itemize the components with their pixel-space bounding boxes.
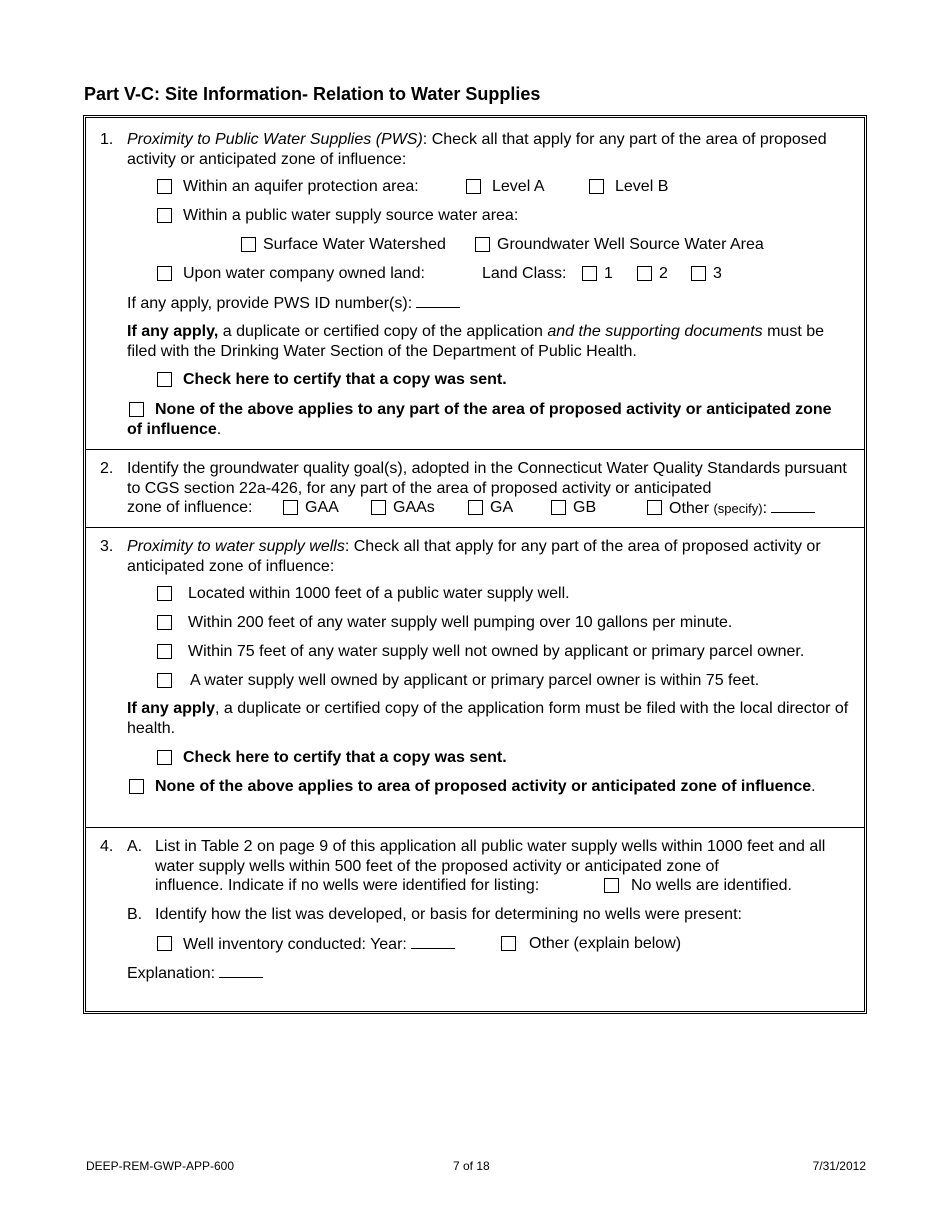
aquifer-label: Within an aquifer protection area:: [183, 178, 419, 195]
section-1: [86, 118, 864, 450]
land-class-3-checkbox[interactable]: [691, 266, 706, 281]
well-1000ft-checkbox[interactable]: [157, 586, 172, 601]
gaas-checkbox[interactable]: [371, 500, 386, 515]
gaa-checkbox[interactable]: [283, 500, 298, 515]
explanation-input[interactable]: [219, 963, 263, 978]
none-pws-text: None of the above applies to any part of the area of proposed activity or anticipated zone of influence: [127, 401, 832, 438]
groundwater-area-label: Groundwater Well Source Water Area: [497, 236, 764, 253]
owned-well-checkbox[interactable]: [157, 673, 172, 688]
part-a-text: List in Table 2 on page 9 of this application all public water supply wells within 1000 feet and all water supply wells within 500 feet of the proposed activity or anticipated zone of: [155, 838, 826, 875]
well-75ft-checkbox[interactable]: [157, 644, 172, 659]
gb-label: GB: [573, 499, 597, 516]
other-goal-input[interactable]: [771, 498, 815, 513]
level-b-label: Level B: [615, 178, 669, 195]
no-wells-checkbox[interactable]: [604, 878, 619, 893]
no-wells-label: No wells are identified.: [631, 877, 792, 894]
section-3: [86, 527, 864, 828]
source-water-label: Within a public water supply source water area:: [183, 207, 519, 224]
explanation-row: [127, 963, 263, 983]
well-1000ft-label: Located within 1000 feet of a public water supply well.: [188, 585, 570, 602]
gaas-label: GAAs: [393, 499, 435, 516]
pws-id-label: If any apply, provide PWS ID number(s):: [127, 295, 413, 312]
part-a-text-line-3: influence. Indicate if no wells were identified for listing:: [155, 877, 540, 894]
section-2-number: 2.: [100, 460, 114, 477]
page-title: Part V-C: Site Information- Relation to Water Supplies: [84, 84, 541, 104]
land-class-2-checkbox[interactable]: [637, 266, 652, 281]
ga-label: GA: [490, 499, 514, 516]
land-class-1-checkbox[interactable]: [582, 266, 597, 281]
section-1-note-text-b: must be filed with the Drinking Water Section of the Department of Public Health.: [127, 323, 824, 360]
other-goal-checkbox[interactable]: [647, 500, 662, 515]
none-wells-text: None of the above applies to area of proposed activity or anticipated zone of influence: [155, 778, 812, 795]
other-basis-checkbox[interactable]: [501, 936, 516, 951]
none-wells-label: [127, 777, 847, 797]
section-4-number: 4.: [100, 838, 114, 855]
inventory-row: [183, 934, 455, 954]
section-3-number: 3.: [100, 538, 114, 555]
certify-pws-label: Check here to certify that a copy was sent.: [183, 371, 507, 388]
footer-date: 7/31/2012: [812, 1159, 866, 1173]
part-a-label: A.: [127, 838, 143, 855]
aquifer-checkbox[interactable]: [157, 179, 172, 194]
well-200ft-checkbox[interactable]: [157, 615, 172, 630]
part-b-text: Identify how the list was developed, or basis for determining no wells were present:: [155, 906, 742, 923]
none-pws-period: .: [216, 420, 222, 438]
section-4: [86, 827, 864, 1011]
section-3-intro-italic: Proximity to water supply wells: [127, 538, 345, 555]
none-wells-period: .: [811, 778, 816, 795]
company-land-checkbox[interactable]: [157, 266, 172, 281]
pws-id-input[interactable]: [416, 293, 460, 308]
gb-checkbox[interactable]: [551, 500, 566, 515]
surface-water-checkbox[interactable]: [241, 237, 256, 252]
land-class-label: Land Class:: [482, 265, 567, 282]
ga-checkbox[interactable]: [468, 500, 483, 515]
section-1-intro: [127, 130, 852, 169]
gaa-label: GAA: [305, 499, 339, 516]
section-1-note-bold: If any apply,: [127, 323, 219, 340]
certify-wells-checkbox[interactable]: [157, 750, 172, 765]
section-2-text: Identify the groundwater quality goal(s), adopted in the Connecticut Water Quality Standards pursuant to CGS section 22a-426, for any part of the area of proposed activity or anticipated: [127, 460, 847, 497]
none-pws-label: [127, 400, 847, 439]
level-a-label: Level A: [492, 178, 545, 195]
source-water-checkbox[interactable]: [157, 208, 172, 223]
section-1-intro-rest: : Check all that apply for any part of the area of proposed activity or anticipated zone of influence:: [127, 131, 827, 168]
pws-id-row: [127, 293, 460, 313]
section-2: [86, 449, 864, 528]
explanation-label: Explanation:: [127, 965, 216, 982]
level-b-checkbox[interactable]: [589, 179, 604, 194]
groundwater-area-checkbox[interactable]: [475, 237, 490, 252]
surface-water-label: Surface Water Watershed: [263, 236, 446, 253]
other-basis-label: Other (explain below): [529, 935, 682, 952]
footer-page-number: 7 of 18: [453, 1159, 490, 1173]
land-class-2-label: 2: [659, 265, 668, 282]
form-frame: [83, 115, 867, 1014]
certify-pws-checkbox[interactable]: [157, 372, 172, 387]
specify-text: (specify): [713, 501, 763, 516]
part-b-label: B.: [127, 906, 143, 923]
section-3-intro-rest: : Check all that apply for any part of the area of proposed activity or anticipated zone of influence:: [127, 538, 821, 575]
specify-colon: :: [762, 500, 768, 517]
land-class-1-label: 1: [604, 265, 613, 282]
section-1-note: [127, 322, 855, 361]
company-land-label: Upon water company owned land:: [183, 265, 425, 282]
zone-label: zone of influence:: [127, 499, 253, 516]
section-1-number: 1.: [100, 131, 114, 148]
level-a-checkbox[interactable]: [466, 179, 481, 194]
well-75ft-label: Within 75 feet of any water supply well not owned by applicant or primary parcel owner.: [188, 643, 805, 660]
section-1-note-italic: and the supporting documents: [547, 323, 763, 340]
other-goal-label: [669, 498, 815, 518]
inventory-label: Well inventory conducted: Year:: [183, 936, 407, 953]
inventory-checkbox[interactable]: [157, 936, 172, 951]
section-1-note-text-a: a duplicate or certified copy of the application: [218, 323, 548, 340]
well-200ft-label: Within 200 feet of any water supply well pumping over 10 gallons per minute.: [188, 614, 733, 631]
certify-wells-label: Check here to certify that a copy was sent.: [183, 749, 507, 766]
section-3-note-bold: If any apply: [127, 700, 216, 717]
inventory-year-input[interactable]: [411, 934, 455, 949]
owned-well-label: A water supply well owned by applicant or primary parcel owner is within 75 feet.: [190, 672, 760, 689]
section-3-note: [127, 699, 855, 738]
land-class-3-label: 3: [713, 265, 722, 282]
footer-form-id: DEEP-REM-GWP-APP-600: [86, 1159, 235, 1173]
other-goal-text: Other: [669, 500, 710, 517]
section-3-intro: [127, 537, 855, 576]
section-1-intro-italic: Proximity to Public Water Supplies (PWS): [127, 131, 423, 148]
section-3-note-text: , a duplicate or certified copy of the application form must be filed with the local director of health.: [127, 700, 849, 737]
